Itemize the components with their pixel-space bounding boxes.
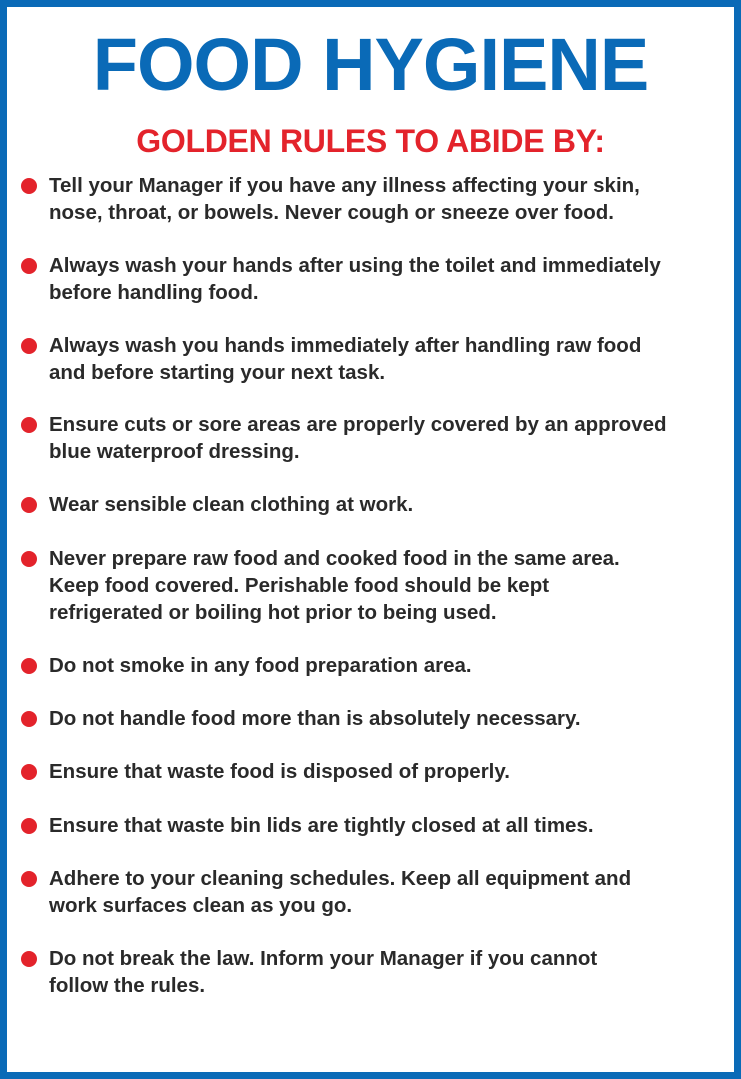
poster-title: FOOD HYGIENE: [92, 23, 649, 106]
rule-text: Adhere to your cleaning schedules. Keep all equipment and work surfaces clean as you go.: [49, 867, 632, 917]
rule-text: Always wash your hands after using the toilet and immediately before handling food.: [49, 254, 661, 304]
rule-text: Do not break the law. Inform your Manager if you cannot follow the rules.: [49, 947, 598, 997]
rule-text: Ensure that waste bin lids are tightly closed at all times.: [49, 814, 594, 837]
rule-text: Wear sensible clean clothing at work.: [49, 493, 414, 516]
rule-text: Do not smoke in any food preparation area.: [49, 654, 472, 677]
rule-text: Always wash you hands immediately after handling raw food and before starting your next task.: [49, 334, 642, 384]
bullet-dot-icon: [21, 178, 37, 194]
rule-text: Do not handle food more than is absolutely necessary.: [49, 707, 581, 730]
bullet-dot-icon: [21, 711, 37, 727]
bullet-dot-icon: [21, 764, 37, 780]
bullet-dot-icon: [21, 417, 37, 433]
bullet-dot-icon: [21, 497, 37, 513]
bullet-dot-icon: [21, 551, 37, 567]
bullet-dot-icon: [21, 818, 37, 834]
bullet-dot-icon: [21, 258, 37, 274]
rule-text: Never prepare raw food and cooked food in the same area. Keep food covered. Perishable food should be kept refrigerated or boiling hot prior to being used.: [49, 547, 620, 624]
bullet-dot-icon: [21, 338, 37, 354]
rule-text: Ensure that waste food is disposed of properly.: [49, 760, 510, 783]
rule-text: Ensure cuts or sore areas are properly covered by an approved blue waterproof dressing.: [49, 413, 667, 463]
bullet-dot-icon: [21, 871, 37, 887]
bullet-dot-icon: [21, 951, 37, 967]
poster-subtitle: GOLDEN RULES TO ABIDE BY:: [136, 123, 605, 159]
rule-text: Tell your Manager if you have any illness affecting your skin, nose, throat, or bowels. Never cough or sneeze over food.: [49, 174, 640, 224]
bullet-dot-icon: [21, 658, 37, 674]
